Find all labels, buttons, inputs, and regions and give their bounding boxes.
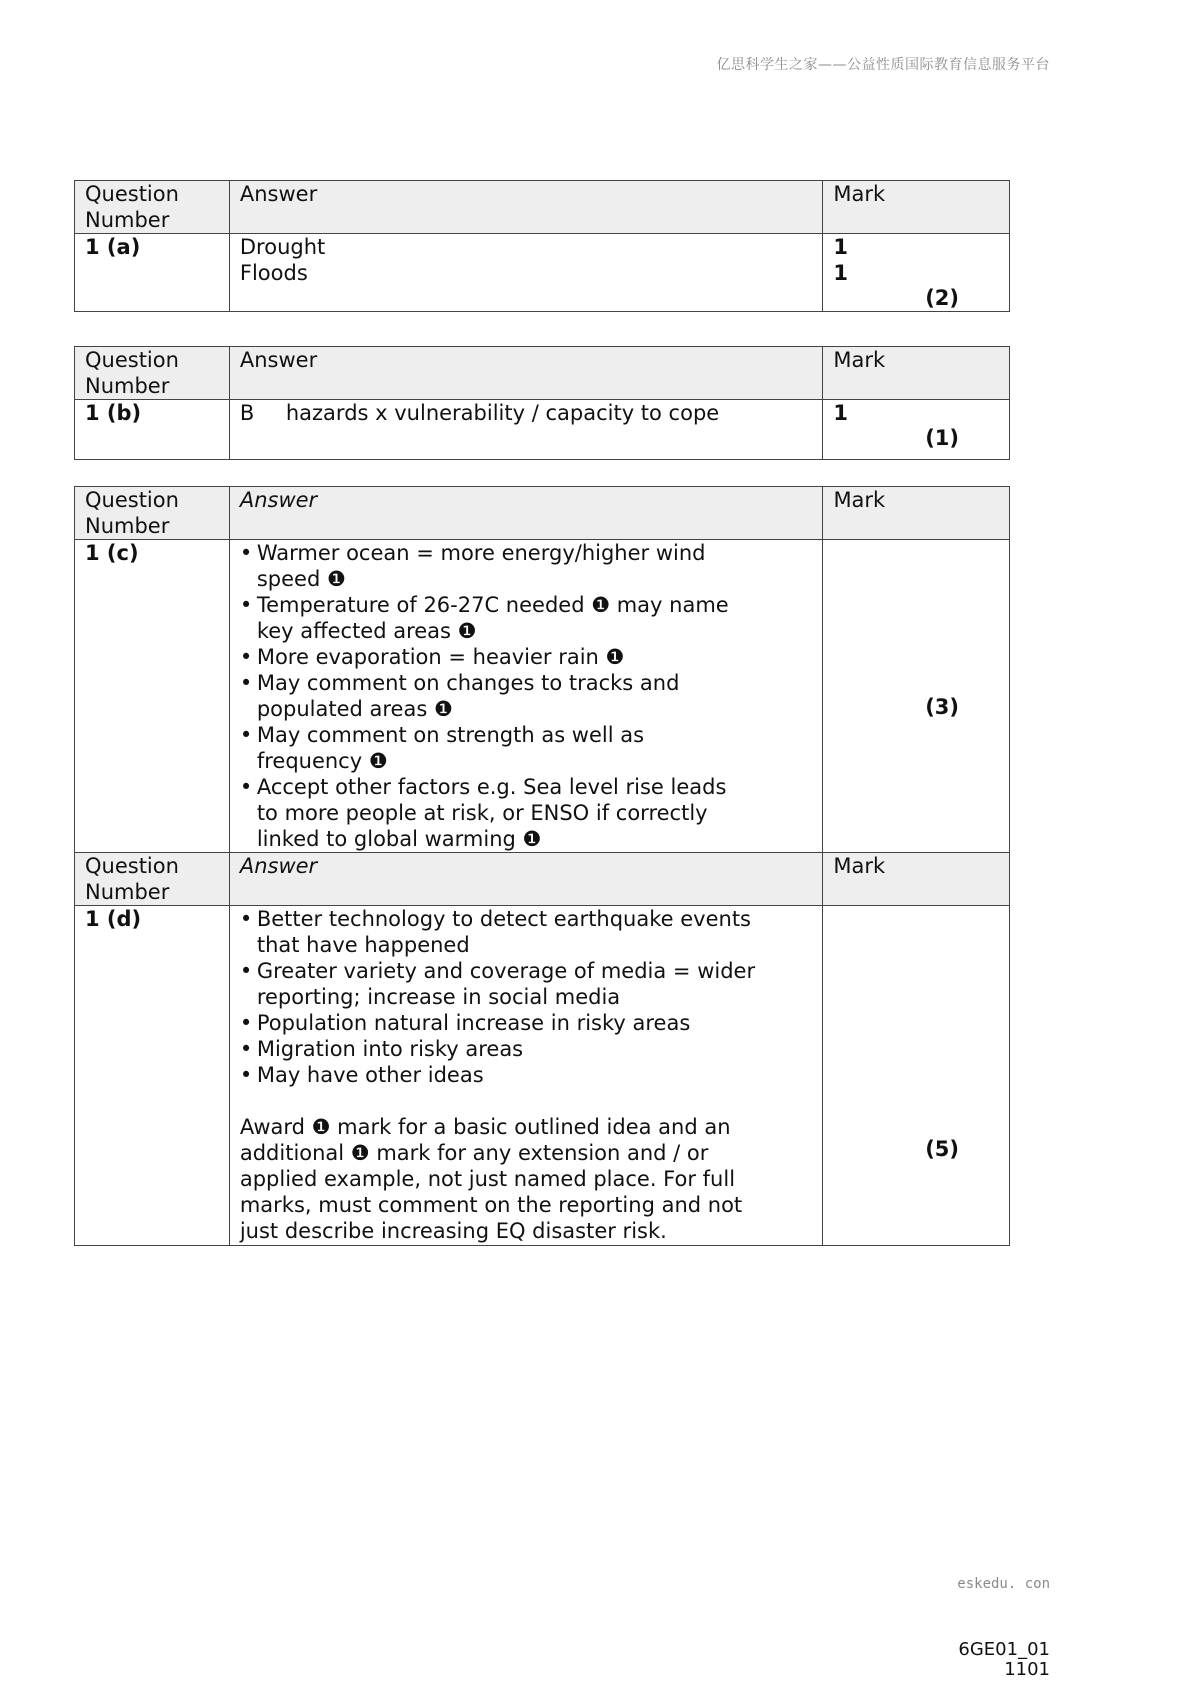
table-row <box>75 234 1010 312</box>
markscheme-table-1b <box>74 346 1010 460</box>
answer-text: hazards x vulnerability / capacity to cope <box>285 401 720 425</box>
table-header-row <box>75 181 1010 234</box>
total-marks: (5) <box>925 1137 959 1161</box>
question-number: 1 (c) <box>75 540 230 853</box>
list-item: • Accept other factors e.g. Sea level rise leads to more people at risk, or ENSO if correctly linked to global warming ❶ <box>240 774 753 852</box>
mark-line: 1 <box>833 261 848 285</box>
list-item: • May have other ideas <box>240 1062 773 1088</box>
paper-code <box>958 1640 1050 1680</box>
question-number-header: Question Number <box>75 487 230 540</box>
paper-code-line: 1101 <box>1004 1659 1050 1680</box>
list-item: • Warmer ocean = more energy/higher wind speed ❶ <box>240 540 753 592</box>
markscheme-table-1c <box>74 486 1010 853</box>
mark-line: 1 <box>833 401 848 425</box>
answer-header: Answer <box>229 487 823 540</box>
mark-header: Mark <box>823 487 1010 540</box>
answer-cell <box>229 234 822 312</box>
answer-letter: B <box>239 401 255 425</box>
list-item: • Greater variety and coverage of media = wider reporting; increase in social media <box>240 958 773 1010</box>
question-number-header: Question Number <box>75 347 230 400</box>
question-number-header: Question Number <box>75 853 230 906</box>
table-header-row <box>75 853 1010 906</box>
question-number: 1 (a) <box>75 234 230 312</box>
markscheme-table-1a <box>74 180 1010 312</box>
answer-cell <box>229 400 823 460</box>
question-number: 1 (b) <box>75 400 230 460</box>
mark-header: Mark <box>823 347 1010 400</box>
answer-points <box>240 540 753 852</box>
answer-header: Answer <box>229 853 823 906</box>
answer-header: Answer <box>229 181 822 234</box>
site-watermark: eskedu. con <box>957 1576 1050 1592</box>
markscheme-table-1d <box>74 852 1010 1246</box>
table-header-row <box>75 347 1010 400</box>
list-item: • May comment on strength as well as frequency ❶ <box>240 722 753 774</box>
list-item: • May comment on changes to tracks and populated areas ❶ <box>240 670 753 722</box>
table-row <box>75 400 1010 460</box>
table-row <box>75 906 1010 1246</box>
list-item: • Migration into risky areas <box>240 1036 773 1062</box>
answer-points <box>240 906 773 1088</box>
list-item: • Temperature of 26-27C needed ❶ may name key affected areas ❶ <box>240 592 753 644</box>
mark-line: 1 <box>833 235 848 259</box>
mark-cell <box>823 400 1010 460</box>
answer-cell <box>229 540 823 853</box>
answer-header: Answer <box>229 347 823 400</box>
mark-header: Mark <box>823 181 1010 234</box>
table-header-row <box>75 487 1010 540</box>
answer-line: Drought <box>239 235 326 259</box>
answer-cell <box>229 906 823 1246</box>
mark-header: Mark <box>823 853 1010 906</box>
mark-cell <box>823 906 1010 1246</box>
mark-cell <box>823 540 1010 853</box>
table-row <box>75 540 1010 853</box>
question-number-header: Question Number <box>75 181 230 234</box>
mark-cell <box>823 234 1010 312</box>
total-marks: (1) <box>925 426 959 450</box>
question-number: 1 (d) <box>75 906 230 1246</box>
total-marks: (3) <box>925 695 959 719</box>
list-item: • Population natural increase in risky areas <box>240 1010 773 1036</box>
answer-line: Floods <box>239 261 308 285</box>
watermark-text: 亿思科学生之家——公益性质国际教育信息服务平台 <box>716 57 1050 73</box>
total-marks: (2) <box>925 286 959 310</box>
list-item: • More evaporation = heavier rain ❶ <box>240 644 753 670</box>
marking-note: Award ❶ mark for a basic outlined idea and an additional ❶ mark for any extension and / or applied example, not just named place. For full marks, must comment on the reporting and not just describe increasing EQ disaster risk. <box>239 1115 743 1243</box>
list-item: • Better technology to detect earthquake events that have happened <box>240 906 773 958</box>
paper-code-line: 6GE01_01 <box>958 1639 1050 1660</box>
